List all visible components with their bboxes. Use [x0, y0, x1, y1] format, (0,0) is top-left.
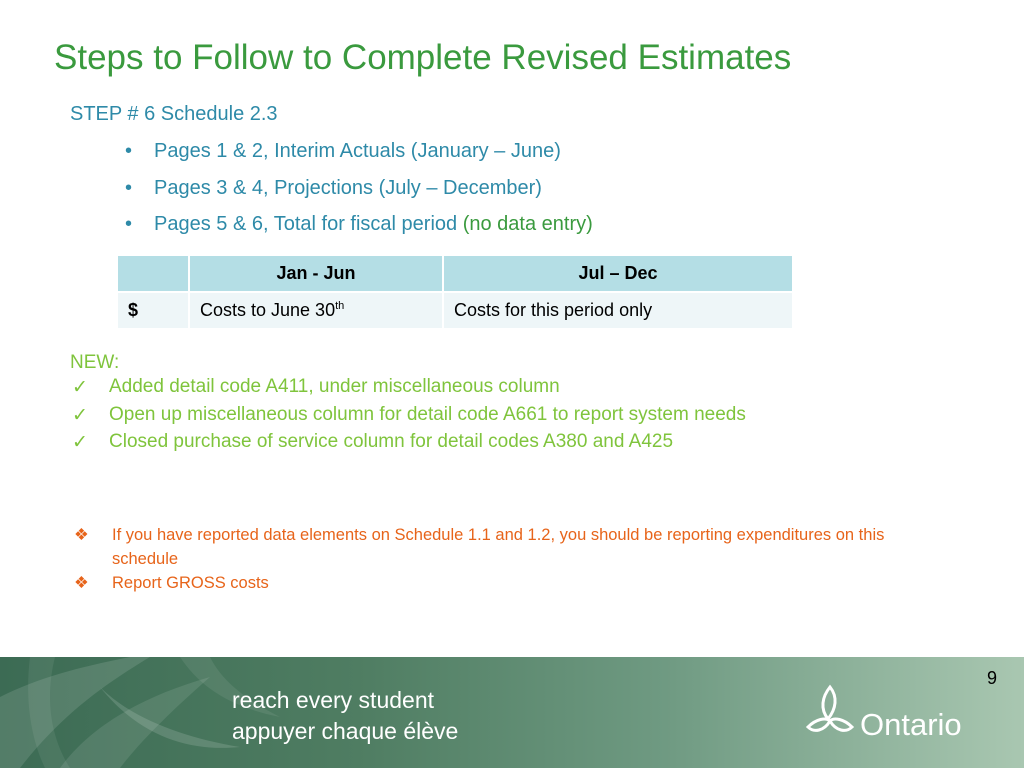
table-header-row — [117, 255, 793, 292]
table-header-cell: Jul – Dec — [443, 255, 793, 292]
bullet-item — [122, 177, 593, 214]
bullet-text: Pages 1 & 2, Interim Actuals (January – June) — [154, 140, 561, 162]
step-heading: STEP # 6 Schedule 2.3 — [70, 103, 278, 125]
check-item — [70, 431, 746, 459]
new-heading: NEW: — [70, 352, 120, 373]
note-text: Report GROSS costs — [112, 574, 269, 592]
footer-banner — [0, 657, 1024, 768]
footer-tagline — [232, 685, 458, 747]
bullet-item — [122, 140, 593, 177]
note-item — [70, 523, 890, 571]
bullet-dot: • — [125, 176, 133, 199]
note-text: If you have reported data elements on Schedule 1.1 and 1.2, you should be reporting expenditures on this schedule — [112, 526, 885, 568]
checkmark-icon: ✓ — [72, 432, 88, 453]
note-item — [70, 571, 890, 595]
bullet-text: Pages 5 & 6, Total for fiscal period — [154, 213, 463, 235]
bullet-note: (no data entry) — [462, 213, 593, 235]
tagline-french: appuyer chaque élève — [232, 718, 459, 744]
diamond-bullet-icon: ❖ — [74, 526, 89, 544]
check-item — [70, 404, 746, 432]
check-item — [70, 376, 746, 404]
checkmark-icon: ✓ — [72, 404, 88, 426]
table-header-cell — [117, 255, 189, 292]
bullet-dot: • — [125, 213, 133, 235]
check-item-text: Open up miscellaneous column for detail code A661 to report system needs — [109, 403, 746, 425]
schedule-table — [116, 254, 794, 330]
check-item-text: Added detail code A411, under miscellaneous column — [109, 376, 560, 397]
table-header-cell: Jan - Jun — [189, 255, 443, 292]
bullet-item — [122, 213, 593, 250]
bullet-dot: • — [125, 140, 133, 162]
page-number: 9 — [987, 668, 998, 688]
ontario-wordmark: Ontario — [860, 707, 962, 742]
table-cell — [189, 292, 443, 329]
new-section — [70, 352, 746, 459]
bullet-text: Pages 3 & 4, Projections (July – December) — [154, 176, 542, 199]
checkmark-icon: ✓ — [72, 377, 88, 398]
notes-section — [70, 523, 890, 595]
slide-title: Steps to Follow to Complete Revised Estimates — [54, 38, 792, 77]
cell-superscript: th — [335, 300, 345, 312]
page-bullet-list — [122, 140, 593, 250]
trillium-logo-icon — [800, 679, 860, 749]
table-cell: Costs for this period only — [443, 292, 793, 329]
check-item-text: Closed purchase of service column for detail codes A380 and A425 — [109, 431, 674, 452]
tagline-english: reach every student — [232, 687, 435, 713]
diamond-bullet-icon: ❖ — [74, 574, 89, 592]
table-cell-label: $ — [117, 292, 189, 329]
table-row — [117, 292, 793, 329]
cell-text: Costs to June 30 — [200, 300, 336, 320]
